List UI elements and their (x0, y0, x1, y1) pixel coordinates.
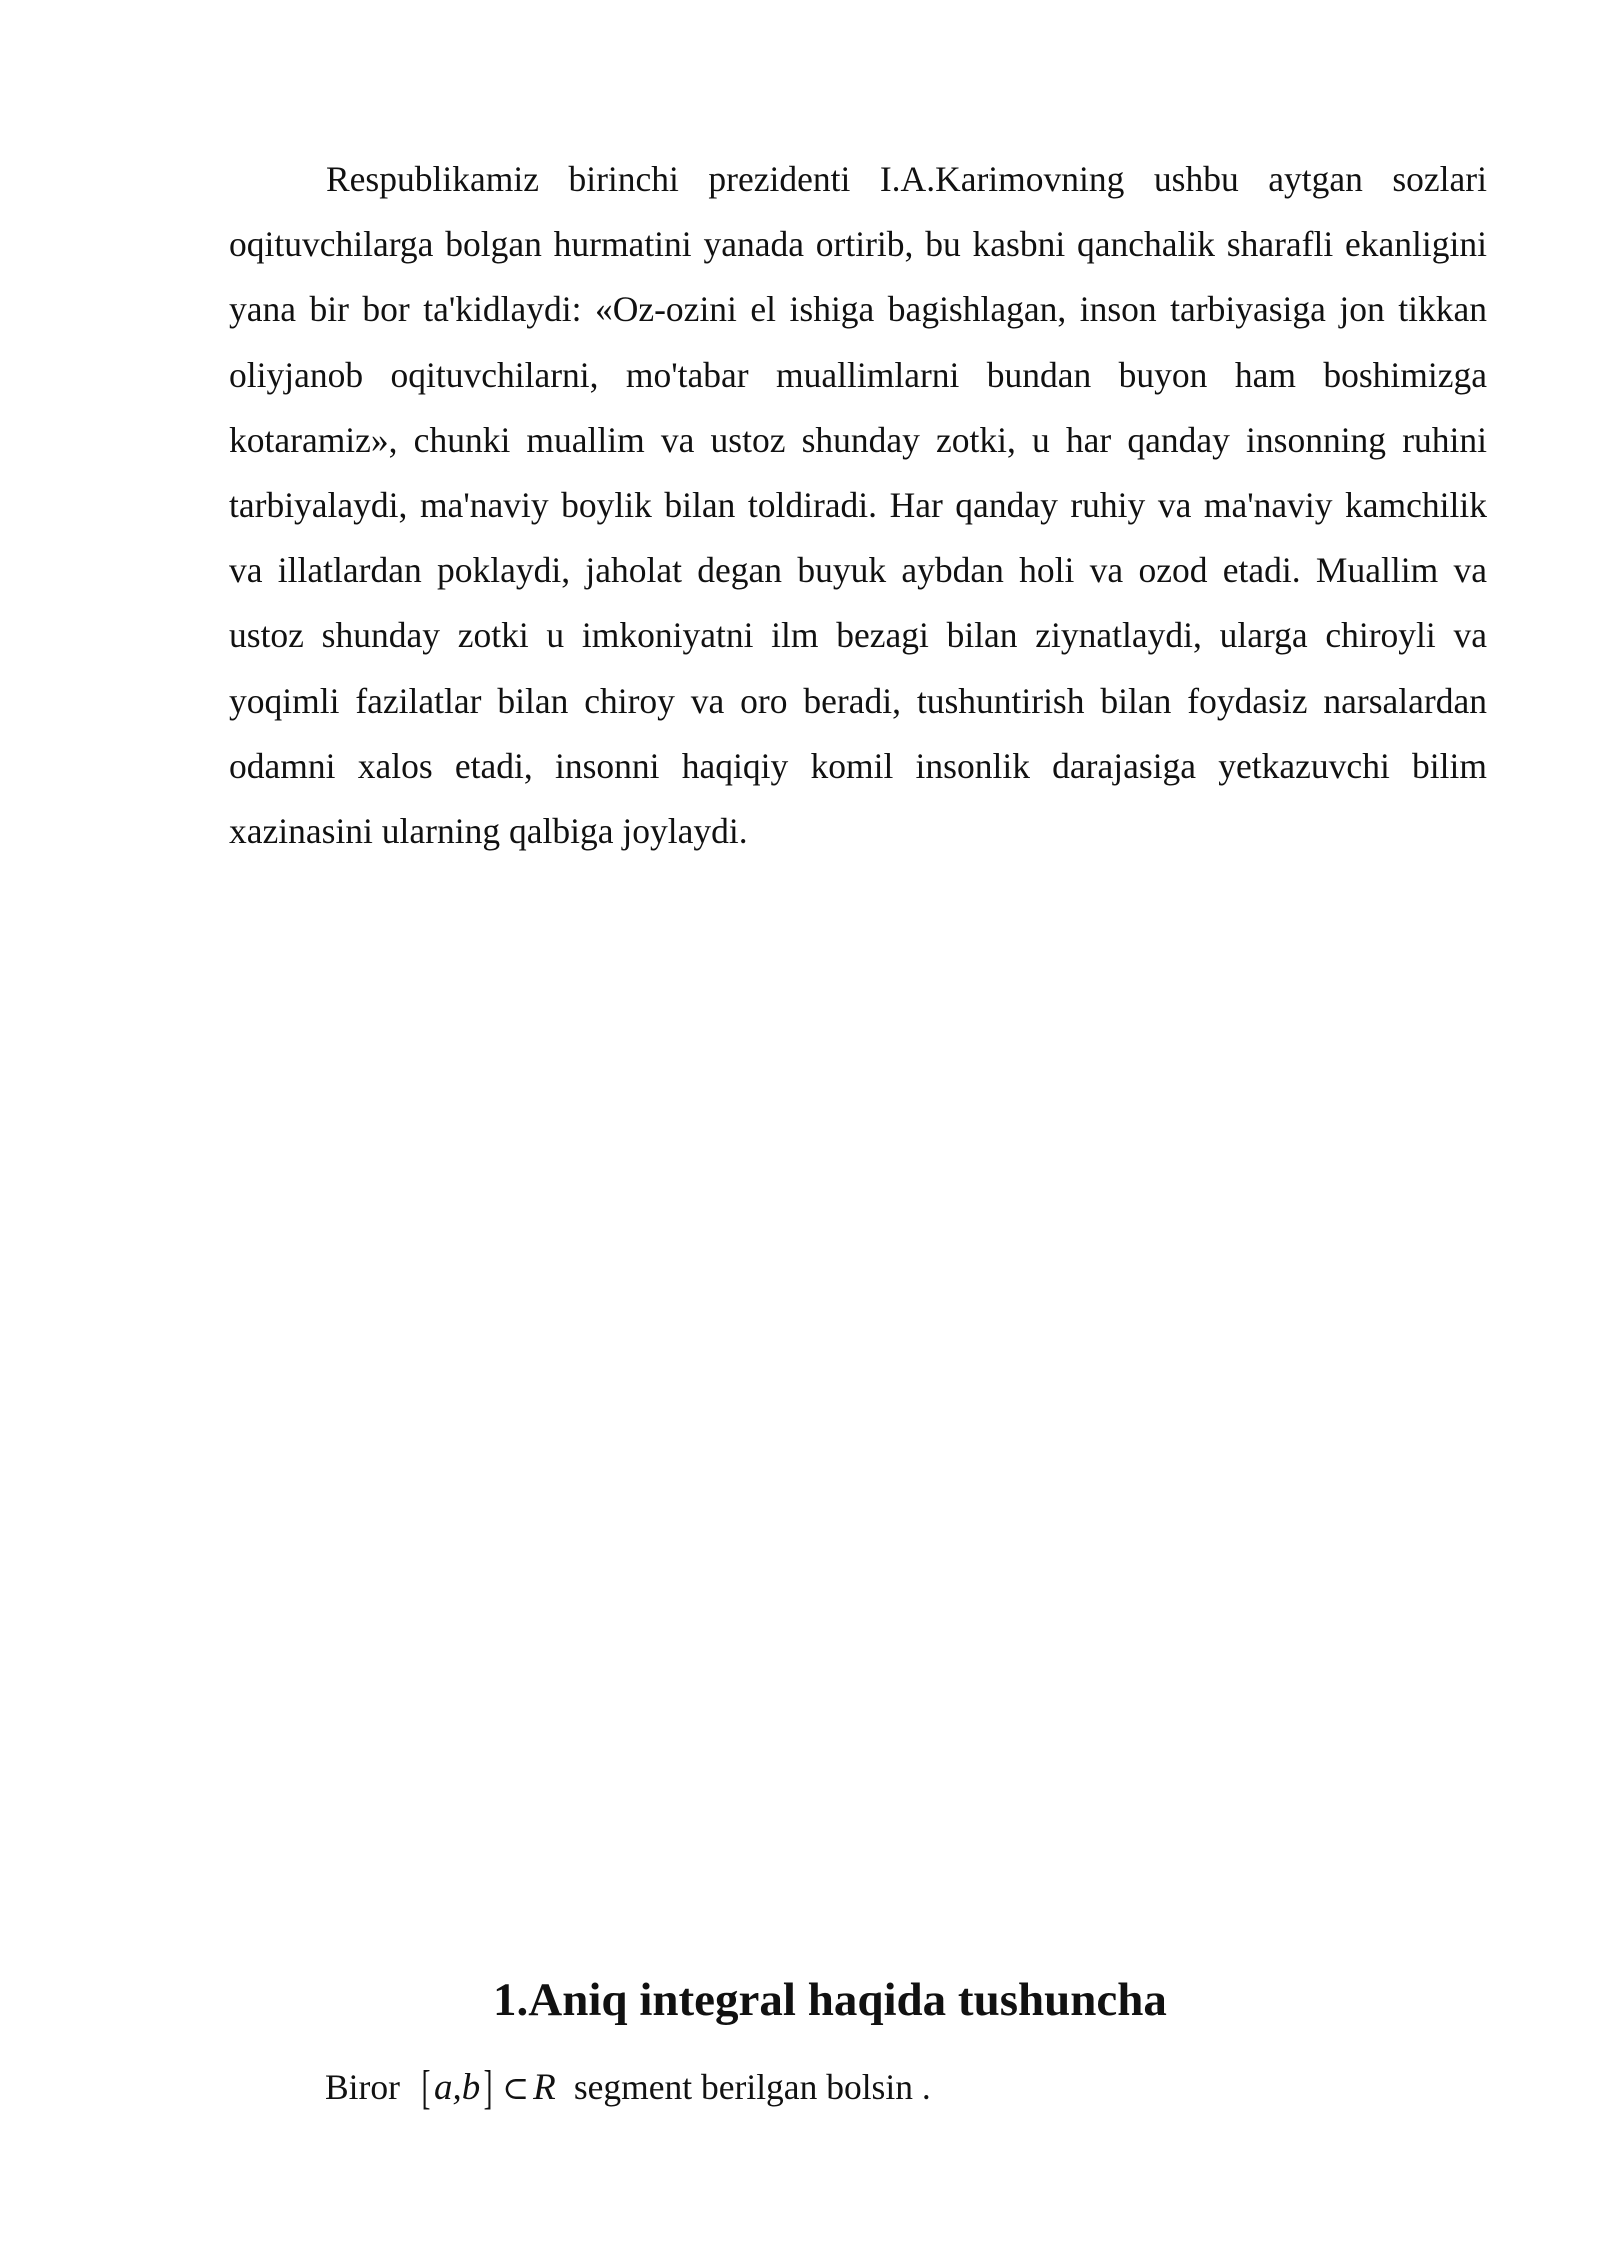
segment-definition-line (325, 2057, 931, 2118)
left-bracket: [ (421, 2061, 431, 2114)
line-intro-text: Biror (325, 2067, 400, 2107)
line-outro-text: segment berilgan bolsin . (573, 2067, 931, 2107)
right-bracket: ] (483, 2061, 493, 2114)
segment-notation (409, 2061, 565, 2114)
section-heading: 1.Aniq integral haqida tushuncha (493, 1974, 1167, 2026)
subset-symbol: ⊂ (502, 2070, 530, 2106)
real-set-symbol: R (533, 2067, 556, 2108)
body-paragraph: Respublikamiz birinchi prezidenti I.A.Karimovning ushbu aytgan sozlari oqituvchilarga bolgan hurmatini yanada ortirib, bu kasbni qanchalik sharafli ekanligini yana bir bor ta'kidlaydi: «Oz-ozini el ishiga bagishlagan, inson tarbiyasiga jon tikkan oliyjanob oqituvchilarni, mo'tabar muallimlarni bundan buyon ham boshimizga kotaramiz», chunki muallim va ustoz shunday zotki, u har qanday insonning ruhini tarbiyalaydi, ma'naviy boylik bilan toldiradi. Har qanday ruhiy va ma'naviy kamchilik va illatlardan poklaydi, jaholat degan buyuk aybdan holi va ozod etadi. Muallim va ustoz shunday zotki u imkoniyatni ilm bezagi bilan ziynatlaydi, ularga chiroyli va yoqimli fazilatlar bilan chiroy va oro beradi, tushuntirish bilan foydasiz narsalardan odamni xalos etadi, insonni haqiqiy komil insonlik darajasiga yetkazuvchi bilim xazinasini ularning qalbiga joylaydi. (229, 159, 1487, 852)
segment-variables: a,b (434, 2067, 481, 2108)
